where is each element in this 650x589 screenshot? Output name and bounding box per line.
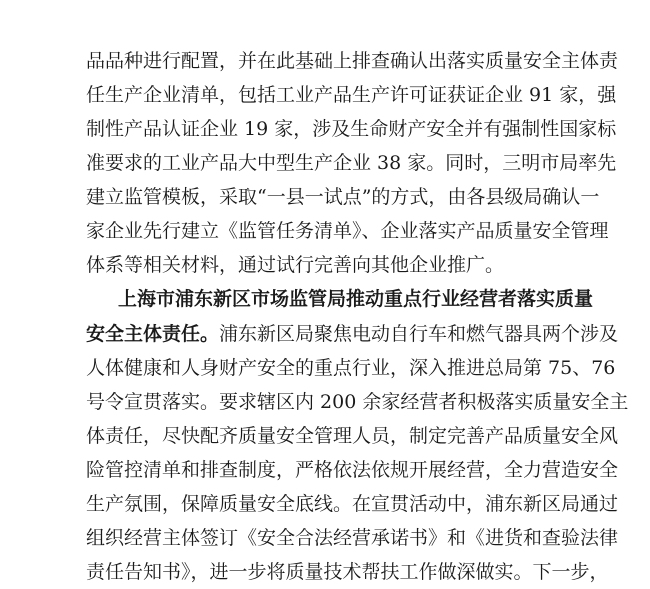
paragraph-line: 组织经营主体签订《安全合法经营承诺书》和《进货和查验法律 [86,527,619,549]
paragraph-line: 险管控清单和排查制度，严格依法依规开展经营，全力营造安全 [86,459,619,481]
paragraph-line: 建立监管模板，采取“一县一试点”的方式，由各县级局确认一 [86,186,600,208]
paragraph-line: 人体健康和人身财产安全的重点行业，深入推进总局第 75、76 [86,357,616,379]
paragraph-line: 体责任，尽快配齐质量安全管理人员，制定完善产品质量安全风 [86,425,619,447]
paragraph-line: 家企业先行建立《监管任务清单》、企业落实产品质量安全管理 [86,220,609,242]
paragraph-line: 责任告知书》，进一步将质量技术帮扶工作做深做实。下一步， [86,561,609,583]
section-heading-line: 上海市浦东新区市场监管局推动重点行业经营者落实质量 [118,288,594,310]
paragraph-line: 号令宣贯落实。要求辖区内 200 余家经营者积极落实质量安全主 [86,391,629,413]
paragraph-line: 准要求的工业产品大中型生产企业 38 家。同时，三明市局率先 [86,152,617,174]
paragraph-line: 制性产品认证企业 19 家，涉及生命财产安全并有强制性国家标 [86,118,617,140]
paragraph-line: 品品种进行配置，并在此基础上排查确认出落实质量安全主体责 [86,50,619,72]
paragraph-line: 生产氛围，保障质量安全底线。在宣贯活动中，浦东新区局通过 [86,493,619,515]
section-heading-tail: 安全主体责任。 [86,323,220,345]
paragraph-line: 体系等相关材料，通过试行完善向其他企业推广。 [86,254,505,276]
paragraph-line [86,321,619,347]
paragraph-line: 任生产企业清单，包括工业产品生产许可证获证企业 91 家，强 [86,84,617,106]
paragraph-line-text: 浦东新区局聚焦电动自行车和燃气器具两个涉及 [219,323,619,345]
